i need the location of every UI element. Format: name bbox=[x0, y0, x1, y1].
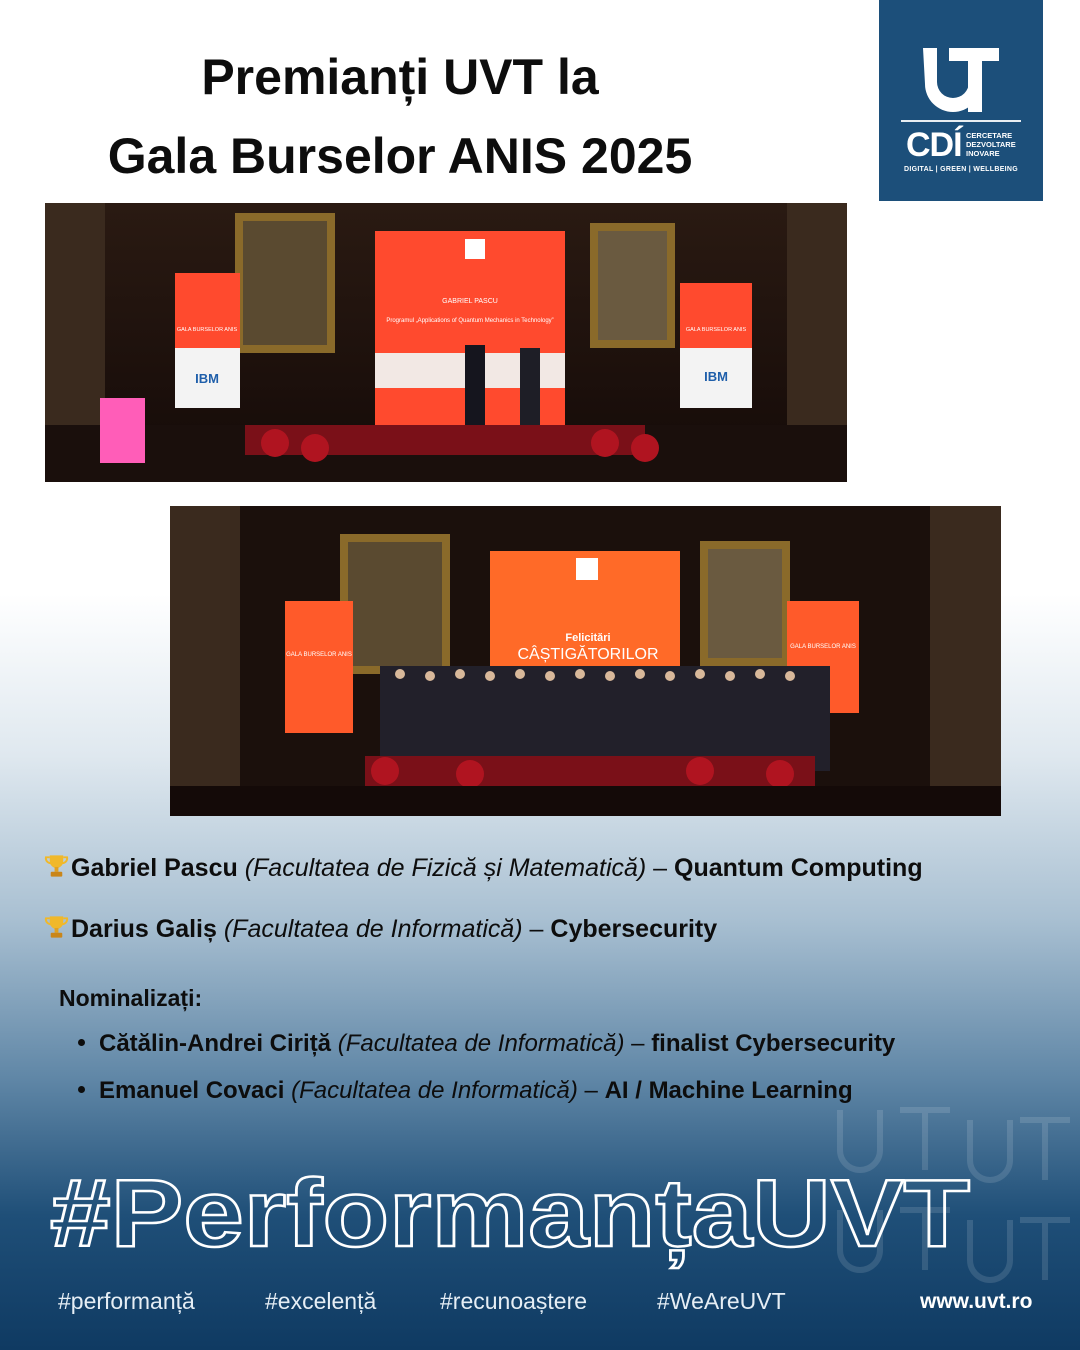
photo1-screen-name: GABRIEL PASCU bbox=[442, 298, 498, 305]
photo2-screen-line-1: Felicitări bbox=[565, 632, 611, 644]
hashtag-main-text: #PerformanțaUVT bbox=[50, 1160, 861, 1267]
trophy-icon bbox=[44, 853, 69, 879]
photo1-screen-program: Programul „Applications of Quantum Mechanics in Technology” bbox=[386, 318, 554, 324]
cdi-line-3: INOVARE bbox=[966, 149, 1000, 158]
winner-row bbox=[44, 914, 717, 944]
logo-tagline: DIGITAL | GREEN | WELLBEING bbox=[903, 166, 1019, 173]
cdi-wordmark: CDÍ bbox=[906, 126, 962, 164]
nominee-field: finalist Cybersecurity bbox=[651, 1030, 896, 1057]
nominees-list bbox=[78, 1030, 895, 1124]
list-item bbox=[78, 1077, 895, 1124]
photo1-banner-left: GALA BURSELOR ANIS bbox=[176, 327, 238, 333]
logo-divider bbox=[901, 120, 1021, 122]
winner-field: Quantum Computing bbox=[674, 854, 923, 882]
nominee-field: AI / Machine Learning bbox=[604, 1077, 853, 1104]
nominee-faculty: (Facultatea de Informatică) bbox=[337, 1030, 625, 1057]
cdi-subtitle bbox=[966, 131, 1016, 158]
hashtag-weareuvt: #WeAreUVT bbox=[657, 1288, 786, 1314]
bullet-icon bbox=[78, 1086, 85, 1093]
uvt-cdi-logo bbox=[879, 0, 1043, 201]
cdi-line-1: CERCETARE bbox=[966, 131, 1013, 140]
trophy-icon bbox=[44, 914, 69, 940]
photo2-screen-line-2: CÂȘTIGĂTORILOR bbox=[517, 646, 659, 663]
cdi-line-2: DEZVOLTARE bbox=[966, 140, 1016, 149]
title-line-1: Premianți UVT la bbox=[201, 49, 599, 105]
bullet-icon bbox=[78, 1039, 85, 1046]
list-item bbox=[78, 1030, 895, 1077]
winner-faculty: (Facultatea de Informatică) bbox=[223, 915, 523, 943]
uvt-logo-mark bbox=[919, 44, 1003, 116]
winner-dash: – bbox=[646, 854, 675, 882]
nominee-faculty: (Facultatea de Informatică) bbox=[291, 1077, 578, 1104]
photo1-banner-right: GALA BURSELOR ANIS bbox=[685, 327, 747, 333]
nominee-dash: – bbox=[577, 1077, 605, 1104]
hashtag-recunoastere: #recunoaștere bbox=[440, 1288, 588, 1314]
title-line-2: Gala Burselor ANIS 2025 bbox=[107, 128, 693, 184]
winner-faculty: (Facultatea de Fizică și Matematică) bbox=[244, 854, 647, 882]
winner-name: Gabriel Pascu bbox=[71, 854, 238, 882]
website-link[interactable]: www.uvt.ro bbox=[920, 1290, 1033, 1313]
hashtag-excelenta: #excelență bbox=[265, 1288, 377, 1314]
nominee-name: Emanuel Covaci bbox=[99, 1077, 285, 1104]
winner-row bbox=[44, 853, 923, 883]
gala-photo-award bbox=[45, 203, 847, 482]
gala-photo-group bbox=[170, 506, 1001, 816]
photo2-banner-right: GALA BURSELOR ANIS bbox=[790, 644, 856, 650]
hashtag-performanta: #performanță bbox=[58, 1288, 195, 1314]
photo1-sponsor: IBM bbox=[195, 371, 219, 386]
page-title bbox=[45, 38, 755, 196]
nominee-dash: – bbox=[624, 1030, 652, 1057]
photo2-banner-left: GALA BURSELOR ANIS bbox=[286, 652, 352, 658]
winner-dash: – bbox=[522, 915, 551, 943]
winner-field: Cybersecurity bbox=[550, 915, 718, 943]
performanta-uvt-hashtag bbox=[50, 1158, 1030, 1278]
nominee-name: Cătălin-Andrei Ciriță bbox=[99, 1030, 332, 1057]
winner-name: Darius Galiș bbox=[71, 915, 217, 943]
svg-text:IBM: IBM bbox=[704, 369, 728, 384]
nominees-heading: Nominalizați: bbox=[59, 985, 203, 1011]
